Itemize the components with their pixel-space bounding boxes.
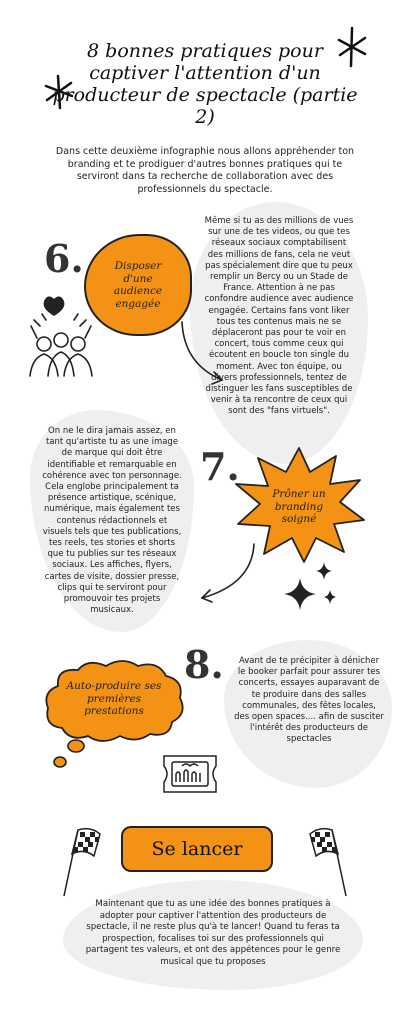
page-title: 8 bonnes pratiques pour captiver l'attention d'un producteur de spectacle (partie 2) [52, 40, 358, 128]
conclusion-text: Maintenant que tu as une idée des bonnes pratiques à adopter pour captiver l'attention des producteurs de spectacle, il ne reste plus qu'à te lancer! Quand tu feras ta prospection, focalises toi sur des professionnels qui partagent tes valeurs, et ont des appétences pour le genre musical que tu proposes [85, 899, 341, 967]
arrow-icon [194, 540, 260, 606]
ticket-icon [160, 752, 220, 796]
arrow-icon [176, 318, 228, 388]
tip-8-label: Auto-produire ses premières prestations [66, 680, 162, 717]
tip-7-text: On ne le dira jamais assez, en tant qu'artiste tu as une image de marque qui doit être identifiable et remarquable en cohérence avec ton personnage. Cela englobe principalement ta présence artistique, scénique, numérique, mais également tes contenus rédactionnels et visuels tels que tes publications, tes reels, tes stories et shorts que tu publies sur tes réseaux sociaux. Les affiches, flyers, cartes de visite, dossier presse, clips qui te serviront pour promouvoir tes projets musicaux. [42, 426, 182, 616]
cloud-tail [46, 738, 90, 774]
tip-8-number: 8. [184, 642, 224, 687]
intro-text: Dans cette deuxième infographie nous allons appréhender ton branding et te prodiguer d'autres bonnes pratiques qui te serviront dans ta recherche de collaboration avec des professionnels du spectacle. [55, 146, 355, 195]
cta-se-lancer: Se lancer [121, 826, 273, 872]
tip-6-number: 6. [44, 236, 84, 281]
tip-7-label: Prôner un branding soigné [272, 488, 326, 525]
tip-8-text: Avant de te précipiter à dénicher le booker parfait pour assurer tes concerts, essayes auparavant de te produire dans des salles communales, des fêtes locales, des open spaces.... afin de susciter l'intérêt des producteurs de spectacles [234, 656, 384, 745]
checkered-flag-icon [56, 826, 104, 898]
tip-6-label: Disposer d'une audience engagée [113, 260, 163, 310]
checkered-flag-icon [306, 826, 354, 898]
star-icon [282, 558, 342, 618]
audience-icon [24, 292, 98, 382]
tip-7-number: 7. [200, 444, 240, 489]
tip-6-text: Même si tu as des millions de vues sur une de tes videos, ou que tes réseaux sociaux comptabilisent des millions de fans, cela ne veut pas spécialement dire que tu peux remplir un Bercy ou un Stade de France. Attention à ne pas confondre audience avec audience engagée. Certains fans vont liker tous tes contenus mais ne se déplaceront pas pour te voir en concert, tous comme ceux qui écoutent en boucle ton single du moment. Avec ton équipe, ou divers professionnels, tentez de distinguer les fans susceptibles de venir à ta rencontre de ceux qui sont des "fans virtuels". [204, 216, 354, 417]
